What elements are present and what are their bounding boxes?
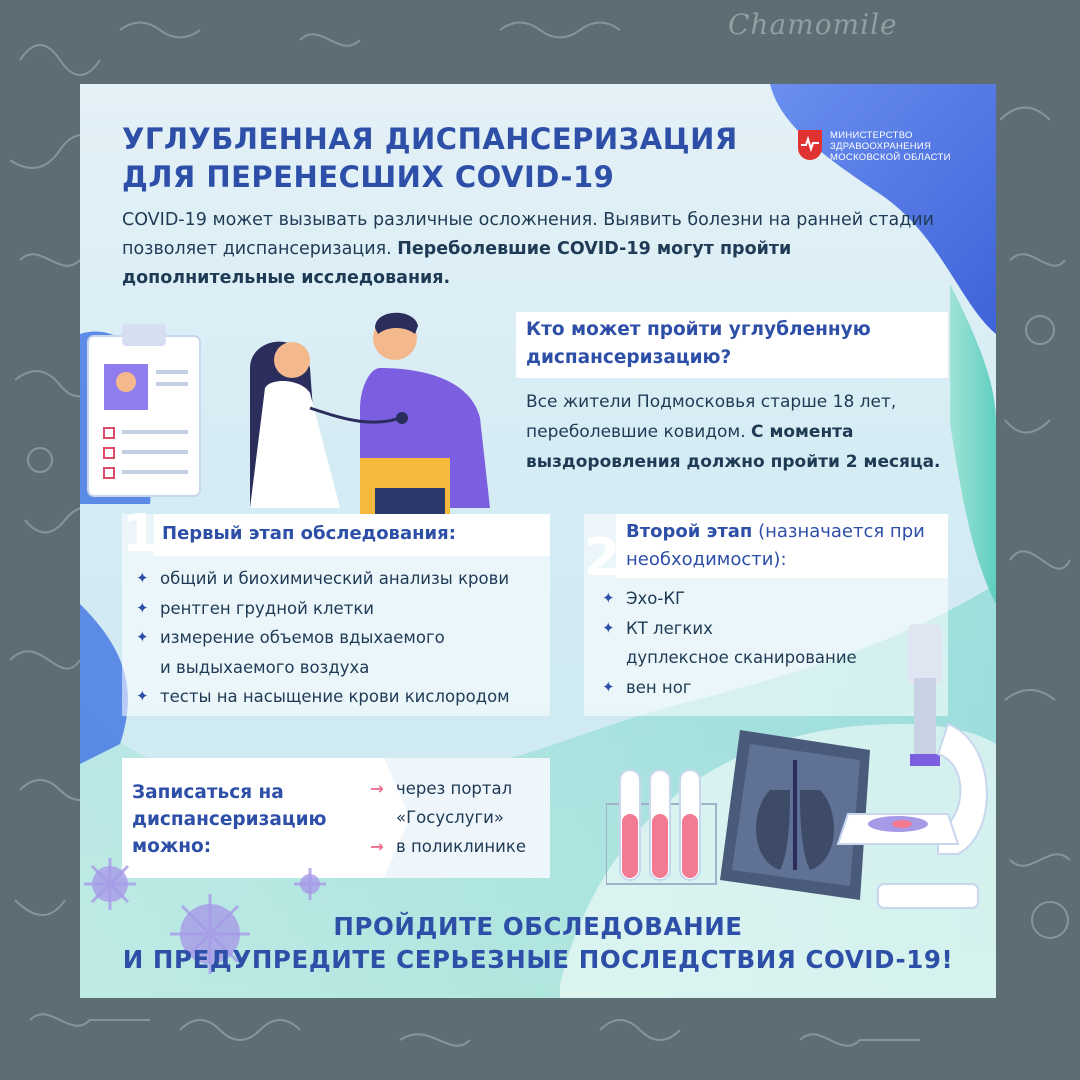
star-bullet-icon: ✦ <box>602 618 615 637</box>
who-body-bold: С момента выздоровления должно пройти 2 месяца. <box>526 422 941 472</box>
infographic-poster <box>80 84 996 998</box>
star-bullet-icon: ✦ <box>602 677 615 696</box>
arrow-right-icon: → <box>370 779 384 798</box>
footer-call-to-action <box>100 910 976 976</box>
list-item-text: и выдыхаемого воздуха <box>160 657 370 677</box>
list-item-continuation <box>136 653 556 683</box>
intro-regular: COVID-19 может вызывать различные осложнения. Выявить болезни на ранней стадии позволяет диспансеризация. <box>122 210 935 259</box>
logo-line-2: ЗДРАВООХРАНЕНИЯ <box>830 141 932 152</box>
list-item <box>136 594 556 624</box>
microscope-illustration <box>828 614 988 914</box>
who-body-regular: Все жители Подмосковья старше 18 лет, переболевшие ковидом. <box>526 392 897 442</box>
list-item-text: вен ног <box>626 677 692 697</box>
stage1-list <box>136 564 556 712</box>
who-can-body <box>526 387 946 477</box>
signup-option-portal <box>370 774 556 832</box>
list-item-text: дуплексное сканирование <box>626 648 857 667</box>
star-bullet-icon: ✦ <box>136 569 149 587</box>
ministry-emblem-icon <box>798 130 822 160</box>
clipboard-illustration <box>80 316 220 506</box>
star-bullet-icon: ✦ <box>136 628 149 646</box>
doctor-patient-illustration <box>210 308 510 528</box>
stage1-number: 1 <box>122 504 159 564</box>
page-title <box>122 120 772 196</box>
title-line-2: ДЛЯ ПЕРЕНЕСШИХ COVID-19 <box>122 160 615 194</box>
stage2-title-note: (назначается при необходимости): <box>626 521 925 570</box>
intro-bold: Переболевшие COVID-19 могут пройти дополнительные исследования. <box>122 239 792 288</box>
list-item <box>136 564 556 594</box>
arrow-right-icon: → <box>370 837 384 856</box>
list-item <box>136 623 556 653</box>
signup-options <box>370 774 556 861</box>
logo-line-3: МОСКОВСКОЙ ОБЛАСТИ <box>830 152 951 163</box>
signup-label: Записаться на диспансеризацию можно: <box>132 782 327 857</box>
doodle-word: Chamomile <box>728 8 898 41</box>
star-bullet-icon: ✦ <box>602 589 615 607</box>
ministry-logo <box>798 128 978 168</box>
signup-option-text: через портал «Госуслуги» <box>396 779 513 827</box>
logo-line-1: МИНИСТЕРСТВО <box>830 130 913 141</box>
list-item-text: КТ легких <box>626 618 713 638</box>
list-item-text: общий и биохимический анализы крови <box>160 569 510 588</box>
stage2-title-bold: Второй этап <box>626 521 753 542</box>
list-item-text: Эхо-КГ <box>626 589 686 608</box>
footer-line-2: И ПРЕДУПРЕДИТЕ СЕРЬЕЗНЫЕ ПОСЛЕДСТВИЯ COVID-19! <box>122 945 954 974</box>
intro-paragraph <box>122 206 942 293</box>
star-bullet-icon: ✦ <box>136 687 149 705</box>
footer-line-1: ПРОЙДИТЕ ОБСЛЕДОВАНИЕ <box>333 912 743 941</box>
stage1-title: Первый этап обследования: <box>162 523 456 544</box>
test-tubes-illustration <box>606 764 726 894</box>
list-item <box>602 584 942 614</box>
star-bullet-icon: ✦ <box>136 598 149 617</box>
title-line-1: УГЛУБЛЕННАЯ ДИСПАНСЕРИЗАЦИЯ <box>122 122 738 156</box>
list-item <box>136 682 556 712</box>
signup-option-clinic <box>370 832 556 861</box>
ministry-name <box>830 130 980 163</box>
stage2-number: 2 <box>584 528 621 588</box>
list-item-text: тесты на насыщение крови кислородом <box>160 687 510 706</box>
stage2-title <box>626 518 944 574</box>
who-can-title: Кто может пройти углубленную диспансеризацию? <box>526 319 871 368</box>
signup-option-text: в поликлинике <box>396 837 526 856</box>
list-item-text: рентген грудной клетки <box>160 598 375 618</box>
list-item-text: измерение объемов вдыхаемого <box>160 628 445 647</box>
